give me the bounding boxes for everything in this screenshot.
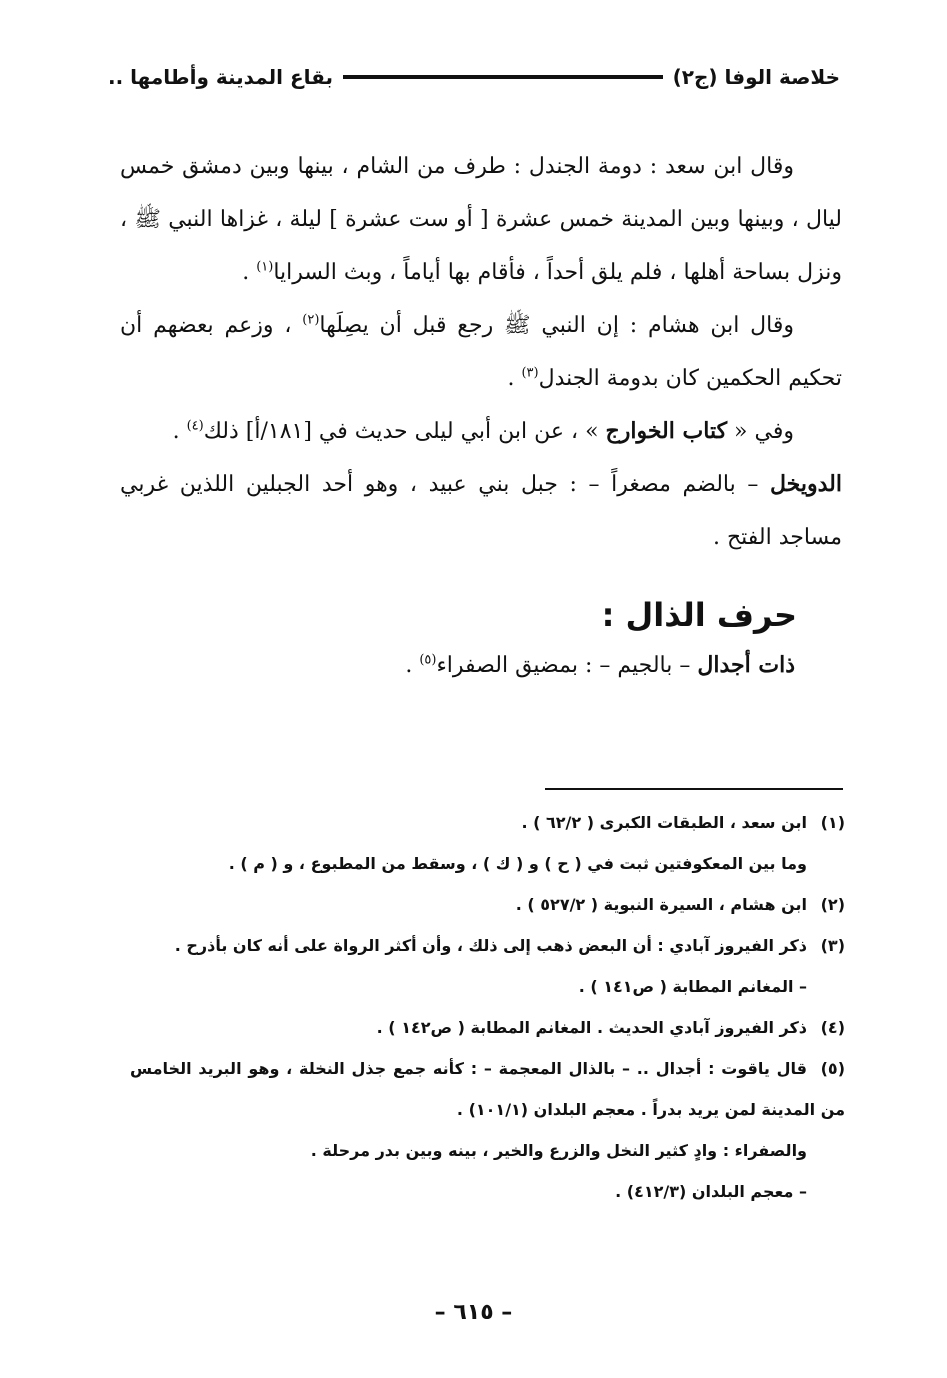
para3-end: .: [172, 419, 187, 444]
footnote-5: [130, 1048, 845, 1130]
footnote-text: وما بين المعكوفتين ثبت في ( ح ) و ( ك ) ، وسقط من المطبوع ، و ( م ) .: [228, 854, 807, 873]
entry-heading-dhat-ajdal: ذات أجدال: [697, 652, 795, 678]
para4-text: – بالضم مصغراً – : جبل بني عبيد ، وهو أحد الجبلين اللذين غربي مساجد الفتح .: [120, 472, 842, 550]
footnote-number: (٢): [820, 895, 845, 914]
footnote-text: – معجم البلدان (٤١٢/٣) .: [615, 1182, 807, 1201]
footnotes: [130, 802, 845, 1212]
footnote-number: (٣): [820, 936, 845, 955]
entry-dhat-ajdal: [405, 652, 795, 678]
footnote-ref-4: (٤): [186, 418, 204, 434]
entry-text: – بالجيم – : بمضيق الصفراء: [436, 653, 698, 678]
footnote-text: ابن سعد ، الطبقات الكبرى ( ٦٢/٢ ) .: [521, 813, 807, 832]
footnote-ref-5: (٥): [419, 652, 437, 668]
entry-end: .: [405, 653, 420, 678]
header-rule: [343, 75, 663, 79]
footnote-3: [130, 925, 845, 966]
header-book-title: خلاصة الوفا (ج٢): [672, 65, 840, 89]
running-header: [108, 62, 840, 92]
page-number: – ٦١٥ –: [434, 1300, 513, 1325]
header-section-title: بقاع المدينة وأطامها ..: [108, 65, 334, 89]
footnote-number: (٥): [820, 1059, 845, 1078]
para1-end: .: [242, 260, 257, 285]
footnote-4: [130, 1007, 845, 1048]
para3-text-b: » ، عن ابن أبي ليلى حديث في [١٨١/أ] ذلك: [203, 419, 606, 444]
footnote-text: ذكر الفيروز آبادي : أن البعض ذهب إلى ذلك ، وأن أكثر الرواة على أنه كان بأذرح .: [174, 936, 807, 955]
main-text: [120, 140, 842, 564]
footnote-3-continuation: [130, 966, 845, 1007]
entry-heading-duwaykhil: الدويخل: [770, 471, 842, 497]
footnote-1: [130, 802, 845, 843]
section-heading: حرف الذال :: [601, 596, 797, 634]
para2-text-a: وقال ابن هشام : إن النبي ﷺ رجع قبل أن يصِلَها: [319, 313, 794, 338]
para3-text-a: وفي «: [727, 419, 794, 444]
paragraph-ibn-hisham: [120, 299, 842, 405]
footnote-text: – المغانم المطابة ( ص١٤١ ) .: [578, 977, 807, 996]
footnote-text: ابن هشام ، السيرة النبوية ( ٥٢٧/٢ ) .: [515, 895, 807, 914]
footnote-number: (١): [820, 813, 845, 832]
footnote-ref-2: (٢): [302, 312, 320, 328]
footnote-separator: [545, 788, 843, 790]
footnote-text: والصفراء : وادٍ كثير النخل والزرع والخير ، بينه وبين بدر مرحلة .: [310, 1141, 807, 1160]
footnote-5-continuation: [130, 1171, 845, 1212]
footnote-ref-1: (١): [256, 259, 274, 275]
footnote-ref-3: (٣): [521, 365, 539, 381]
paragraph-khawarij: [120, 405, 842, 458]
para2-text-b: ، وزعم بعضهم أن تحكيم الحكمين كان بدومة الجندل: [120, 313, 842, 391]
para1-text: وقال ابن سعد : دومة الجندل : طرف من الشام ، بينها وبين دمشق خمس ليال ، وبينها وبين المدينة خمس عشرة [ أو ست عشرة ] ليلة ، غزاها النبي ﷺ ، ونزل بساحة أهلها ، فلم يلق أحداً ، فأقام بها أياماً ، وبث السرايا: [120, 154, 842, 285]
footnote-number: (٤): [820, 1018, 845, 1037]
paragraph-duwaykhil: [120, 458, 842, 564]
footnote-1-continuation: [130, 843, 845, 884]
paragraph-dumat-al-jandal: [120, 140, 842, 299]
footnote-5-continuation: [130, 1130, 845, 1171]
footnote-2: [130, 884, 845, 925]
footnote-text: ذكر الفيروز آبادي الحديث . المغانم المطابة ( ص١٤٢ ) .: [376, 1018, 807, 1037]
book-name: كتاب الخوارج: [605, 418, 728, 444]
footnote-text: قال ياقوت : أجدال .. – بالذال المعجمة – : كأنه جمع جذل النخلة ، وهو البريد الخامس من المدينة لمن يريد بدراً . معجم البلدان (١٠١/١) .: [130, 1059, 845, 1119]
para2-end: .: [507, 366, 522, 391]
